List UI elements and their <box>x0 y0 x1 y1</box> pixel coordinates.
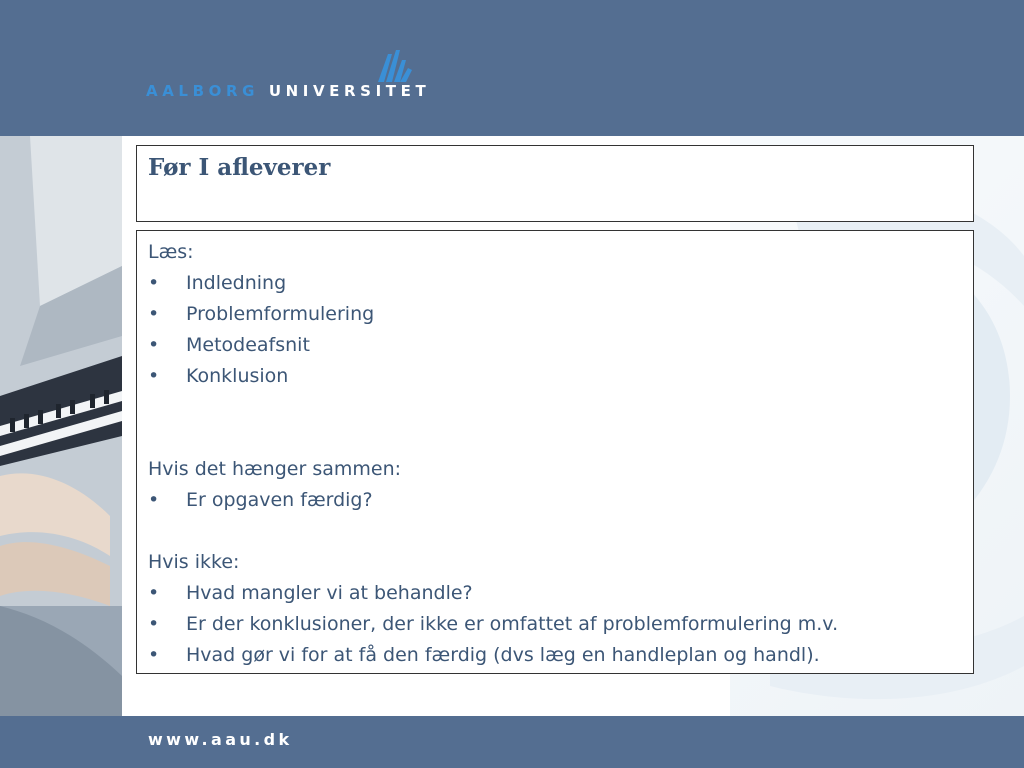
list-item <box>148 485 967 516</box>
list-item-text: Metodeafsnit <box>186 334 310 356</box>
list-item-text: Hvad gør vi for at få den færdig (dvs læg en handleplan og handl). <box>186 644 820 666</box>
bullet-icon: • <box>148 272 160 294</box>
bullet-icon: • <box>148 613 160 635</box>
list-item <box>148 361 967 392</box>
aau-logo-icon <box>374 48 414 84</box>
spacer <box>148 516 967 547</box>
list-item <box>148 268 967 299</box>
header-band <box>0 0 1024 136</box>
list-item-text: Konklusion <box>186 365 289 387</box>
bullet-icon: • <box>148 365 160 387</box>
bullet-icon: • <box>148 582 160 604</box>
slide-title: Før I afleverer <box>148 154 331 181</box>
bullet-icon: • <box>148 644 160 666</box>
content-box <box>136 230 974 674</box>
list-item-text: Er der konklusioner, der ikke er omfattet af problemformulering m.v. <box>186 613 839 635</box>
logo-name-part2: UNIVERSITET <box>268 82 431 100</box>
slide-content <box>148 237 967 671</box>
piano-photo-illustration <box>0 136 122 716</box>
list-item-text: Problemformulering <box>186 303 375 325</box>
list-item-text: Er opgaven færdig? <box>186 489 373 511</box>
footer-band <box>0 716 1024 768</box>
university-logo <box>146 48 456 108</box>
list-item <box>148 299 967 330</box>
footer-url: www.aau.dk <box>148 730 293 749</box>
bullet-icon: • <box>148 303 160 325</box>
spacer <box>148 423 967 454</box>
logo-wordmark <box>146 82 430 100</box>
bullet-icon: • <box>148 489 160 511</box>
list-item <box>148 578 967 609</box>
list-item <box>148 640 967 671</box>
list-item <box>148 330 967 361</box>
logo-name-part1: AALBORG <box>146 82 260 100</box>
list-item-text: Indledning <box>186 272 287 294</box>
section-heading: Hvis det hænger sammen: <box>148 458 402 480</box>
section-heading: Hvis ikke: <box>148 551 240 573</box>
title-box <box>136 145 974 222</box>
piano-photo <box>0 136 122 716</box>
spacer <box>148 392 967 423</box>
bullet-icon: • <box>148 334 160 356</box>
list-item-text: Hvad mangler vi at behandle? <box>186 582 473 604</box>
list-item <box>148 609 967 640</box>
section-heading: Læs: <box>148 241 194 263</box>
